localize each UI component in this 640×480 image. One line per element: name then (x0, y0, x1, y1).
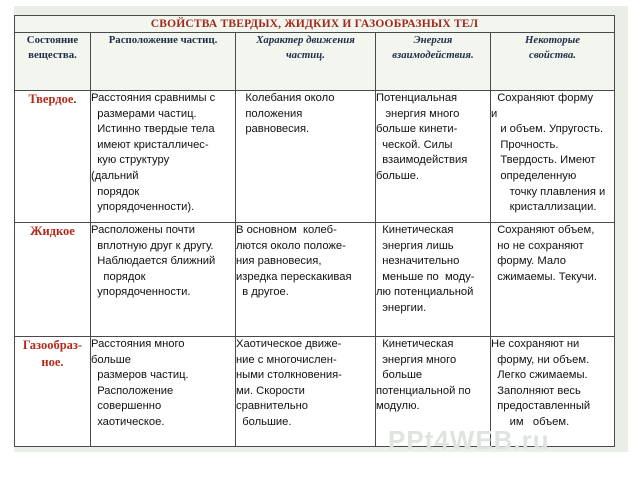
cell-line: Твердость. Имеют (491, 154, 596, 167)
table-row-liquid (15, 223, 615, 337)
cell-line: большие. (236, 415, 292, 428)
cell-line: потенциальной по (376, 384, 471, 397)
cell-line: модулю. (376, 400, 420, 413)
cell-line: размеров частиц. (91, 369, 189, 382)
header-row (15, 33, 615, 91)
cell-line: равновесия. (236, 123, 310, 136)
cell-line: энергии. (376, 301, 427, 314)
cell-line: больше (91, 353, 131, 366)
cell-line: энергия много (376, 107, 460, 120)
cell-line: Наблюдается ближний (91, 255, 216, 268)
state-label (15, 337, 91, 447)
cell-line: лю потенциальной (376, 286, 474, 299)
cell-line: имеют кристалличес- (91, 138, 209, 151)
cell-line: определенную (491, 169, 577, 182)
cell-line: предоставленный (491, 400, 591, 413)
header-text: Состояние (26, 34, 79, 46)
cell-line: изредка перескакивая (236, 270, 352, 283)
cell-line: меньше по моду- (376, 270, 475, 283)
cell-line: размерами частиц. (91, 107, 197, 120)
table-cell (491, 91, 615, 223)
cell-line: порядок (91, 185, 140, 198)
table-cell (91, 337, 236, 447)
cell-line: ния равновесия, (236, 255, 322, 268)
cell-line: точку плавления и (491, 185, 606, 198)
state-label (15, 223, 91, 337)
state-text: Твердое. (28, 92, 77, 106)
cell-line: и (491, 107, 498, 120)
cell-line: Расстояния много (91, 338, 185, 350)
header-text: взаимодействия. (392, 49, 474, 61)
header-energy (376, 33, 491, 91)
table-cell (376, 223, 491, 337)
state-text: Газообраз- (22, 338, 83, 352)
cell-line: Потенциальная (376, 92, 458, 104)
cell-line: положения (236, 107, 303, 120)
cell-line: лются около положе- (236, 239, 346, 252)
cell-line: взаимодействия (376, 154, 468, 167)
cell-line: сжимаемы. Текучи. (491, 270, 597, 283)
header-motion (236, 33, 376, 91)
properties-table (14, 15, 615, 447)
cell-line: кристаллизации. (491, 201, 597, 214)
header-text: Расположение частиц. (108, 34, 218, 46)
header-text: Энергия (413, 34, 453, 46)
state-text: Жидкое (30, 224, 75, 238)
cell-line: больше. (376, 169, 420, 182)
header-text: частиц. (286, 49, 325, 61)
title-row (15, 16, 615, 33)
cell-line: больше (376, 369, 423, 382)
cell-line: Расстояния сравнимы с (91, 92, 216, 104)
header-properties (491, 33, 615, 91)
cell-line: Прочность. (491, 138, 559, 151)
cell-line: Заполняют весь (491, 384, 581, 397)
table-cell (376, 91, 491, 223)
cell-line: больше кинети- (376, 123, 458, 136)
cell-line: Сохраняют форму (491, 92, 594, 104)
table-cell (491, 223, 615, 337)
cell-line: Кинетическая (376, 224, 454, 236)
table-cell (236, 337, 376, 447)
table-cell (91, 223, 236, 337)
header-text: свойства. (529, 49, 576, 61)
table-title: СВОЙСТВА ТВЕРДЫХ, ЖИДКИХ И ГАЗООБРАЗНЫХ ТЕЛ (15, 16, 615, 33)
cell-line: упорядоченности). (91, 201, 195, 214)
cell-line: Не сохраняют ни (491, 338, 580, 350)
header-state (15, 33, 91, 91)
cell-line: форму, ни объем. (491, 353, 590, 366)
cell-line: Расположение (91, 384, 174, 397)
cell-line: им объем. (491, 415, 570, 428)
cell-line: Расположены почти (91, 224, 195, 236)
cell-line: Истинно твердые тела (91, 123, 215, 136)
cell-line: (дальний (91, 169, 139, 182)
cell-line: хаотическое. (91, 415, 165, 428)
header-text: Некоторые (525, 34, 580, 46)
watermark: PPt4WEB.ru (388, 425, 550, 455)
cell-line: но не сохраняют (491, 239, 584, 252)
cell-line: кую структуру (91, 154, 170, 167)
cell-line: ние с многочислен- (236, 353, 337, 366)
state-text: ное. (41, 355, 64, 369)
cell-line: В основном колеб- (236, 224, 337, 236)
cell-line: энергия лишь (376, 239, 454, 252)
cell-line: вплотную друг к другу. (91, 239, 214, 252)
cell-line: упорядоченности. (91, 286, 191, 299)
cell-line: незначительно (376, 255, 460, 268)
table-row-solid (15, 91, 615, 223)
cell-line: Легко сжимаемы. (491, 369, 588, 382)
cell-line: Хаотическое движе- (236, 338, 342, 350)
cell-line: ми. Скорости (236, 384, 305, 397)
cell-line: в другое. (236, 286, 289, 299)
table-cell (236, 223, 376, 337)
state-label (15, 91, 91, 223)
cell-line: ными столкновения- (236, 369, 342, 382)
cell-line: совершенно (91, 400, 162, 413)
cell-line: форму. Мало (491, 255, 566, 268)
cell-line: и объем. Упругость. (491, 123, 604, 136)
header-text: вещества. (28, 49, 77, 61)
table-cell (91, 91, 236, 223)
cell-line: порядок (91, 270, 146, 283)
header-text: Характер движения (256, 34, 355, 46)
table-cell (236, 91, 376, 223)
cell-line: Кинетическая (376, 338, 454, 350)
cell-line: Колебания около (236, 92, 335, 104)
cell-line: сравнительно (236, 400, 309, 413)
cell-line: энергия много (376, 353, 457, 366)
cell-line: ческой. Силы (376, 138, 453, 151)
header-arrangement (91, 33, 236, 91)
cell-line: Сохраняют объем, (491, 224, 595, 236)
